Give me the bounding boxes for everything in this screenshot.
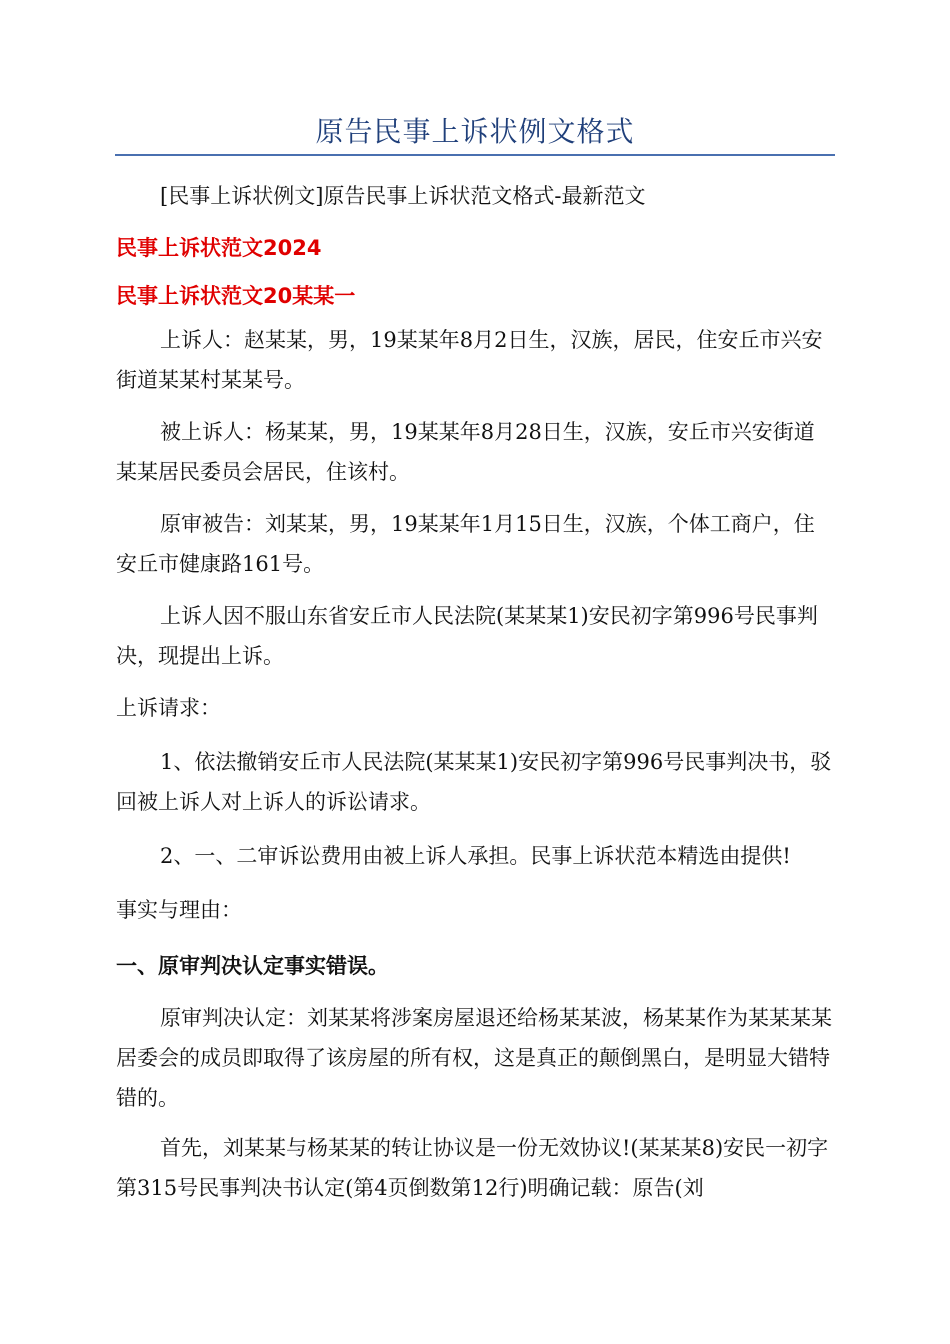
paragraph-facts-label: 事实与理由： <box>116 898 242 922</box>
paragraph-judgment-finding: 原审判决认定：刘某某将涉案房屋退还给杨某某波，杨某某作为某某某某居委会的成员即取得了该房屋的所有权，这是真正的颠倒黑白，是明显大错特错的。 <box>116 1006 832 1110</box>
document-subtitle: [民事上诉状例文]原告民事上诉状范文格式-最新范文 <box>160 184 646 208</box>
paragraph-request-1: 1、依法撤销安丘市人民法院(某某某1)安民初字第996号民事判决书，驳回被上诉人对上诉人的诉讼请求。 <box>116 750 832 814</box>
document-title: 原告民事上诉状例文格式 <box>315 115 635 148</box>
paragraph-request-2: 2、一、二审诉讼费用由被上诉人承担。民事上诉状范本精选由提供! <box>160 844 791 868</box>
bold-heading-1: 一、原审判决认定事实错误。 <box>116 954 389 978</box>
paragraph-appeal-reason: 上诉人因不服山东省安丘市人民法院(某某某1)安民初字第996号民事判决，现提出上诉。 <box>116 604 818 668</box>
paragraph-appellee: 被上诉人：杨某某，男，19某某年8月28日生，汉族，安丘市兴安街道某某居民委员会居民，住该村。 <box>116 420 815 484</box>
title-underline <box>115 154 835 156</box>
red-heading-1: 民事上诉状范文2024 <box>116 236 322 260</box>
paragraph-original-defendant: 原审被告：刘某某，男，19某某年1月15日生，汉族，个体工商户，住安丘市健康路161号。 <box>116 512 815 576</box>
paragraph-appeal-requests-label: 上诉请求： <box>116 696 221 720</box>
paragraph-first-point: 首先，刘某某与杨某某的转让协议是一份无效协议!(某某某8)安民一初字第315号民事判决书认定(第4页倒数第12行)明确记载：原告(刘 <box>116 1136 829 1200</box>
paragraph-appellant: 上诉人：赵某某，男，19某某年8月2日生，汉族，居民，住安丘市兴安街道某某村某某号。 <box>116 328 823 392</box>
red-heading-2: 民事上诉状范文20某某一 <box>116 284 356 308</box>
